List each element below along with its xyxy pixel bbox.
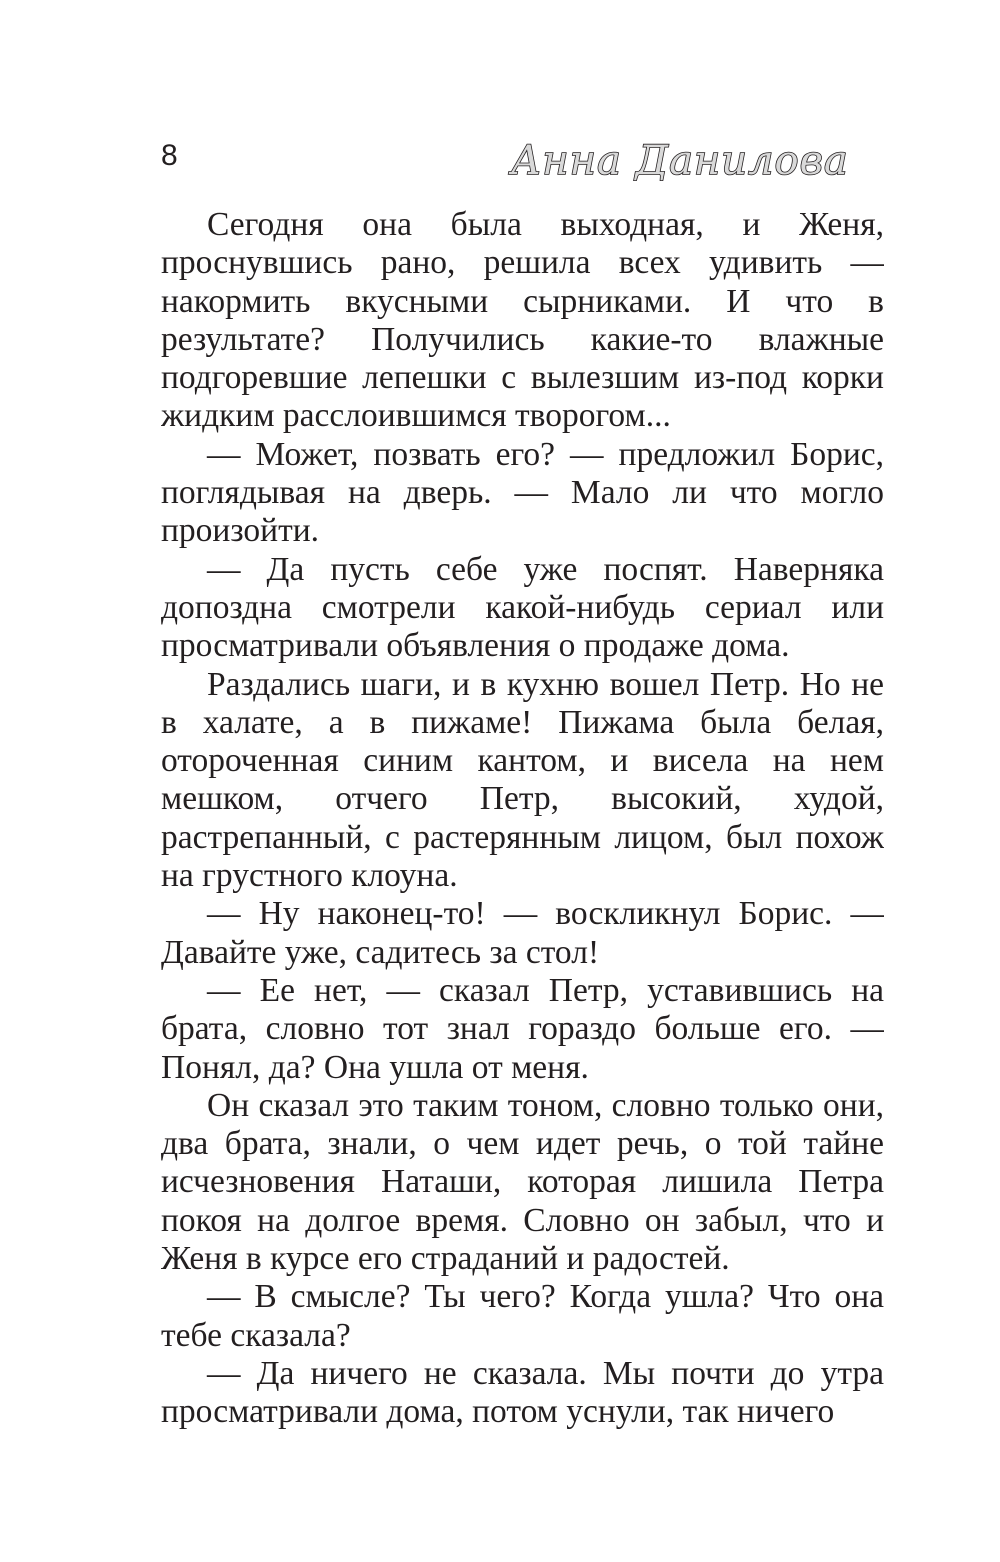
author-name-text: Анна Данилова bbox=[511, 138, 849, 184]
page-number: 8 bbox=[161, 139, 178, 172]
paragraph: — Да пусть себе уже поспят. Наверняка допоздна смотрели какой-нибудь сериал или просматривали объявления о продаже дома. bbox=[161, 550, 884, 665]
paragraph: — Может, позвать его? — предложил Борис, поглядывая на дверь. — Мало ли что могло произойти. bbox=[161, 435, 884, 550]
paragraph: Сегодня она была выходная, и Женя, проснувшись рано, решила всех удивить — накормить вкусными сырниками. И что в результате? Получились какие-то влажные подгоревшие лепешки с вылезшим из-под корки жидким расслоившимся творогом... bbox=[161, 206, 884, 435]
body-text bbox=[161, 206, 884, 1546]
author-name-script bbox=[505, 118, 893, 198]
paragraph: — Да ничего не сказала. Мы почти до утра просматривали дома, потом уснули, так ничего bbox=[161, 1354, 884, 1431]
paragraph: Он сказал это таким тоном, словно только они, два брата, знали, о чем идет речь, о той тайне исчезновения Наташи, которая лишила Петра покоя на долгое время. Словно он забыл, что и Женя в курсе его страданий и радостей. bbox=[161, 1086, 884, 1278]
paragraph: Раздались шаги, и в кухню вошел Петр. Но не в халате, а в пижаме! Пижама была белая, отороченная синим кантом, и висела на нем мешком, отчего Петр, высокий, худой, растрепанный, с растерянным лицом, был похож на грустного клоуна. bbox=[161, 665, 884, 895]
paragraph: — Ну наконец-то! — воскликнул Борис. — Давайте уже, садитесь за стол! bbox=[161, 895, 884, 971]
paragraph: — В смысле? Ты чего? Когда ушла? Что она тебе сказала? bbox=[161, 1278, 884, 1354]
paragraph: — Ее нет, — сказал Петр, уставившись на брата, словно тот знал гораздо больше его. — Понял, да? Она ушла от меня. bbox=[161, 971, 884, 1086]
